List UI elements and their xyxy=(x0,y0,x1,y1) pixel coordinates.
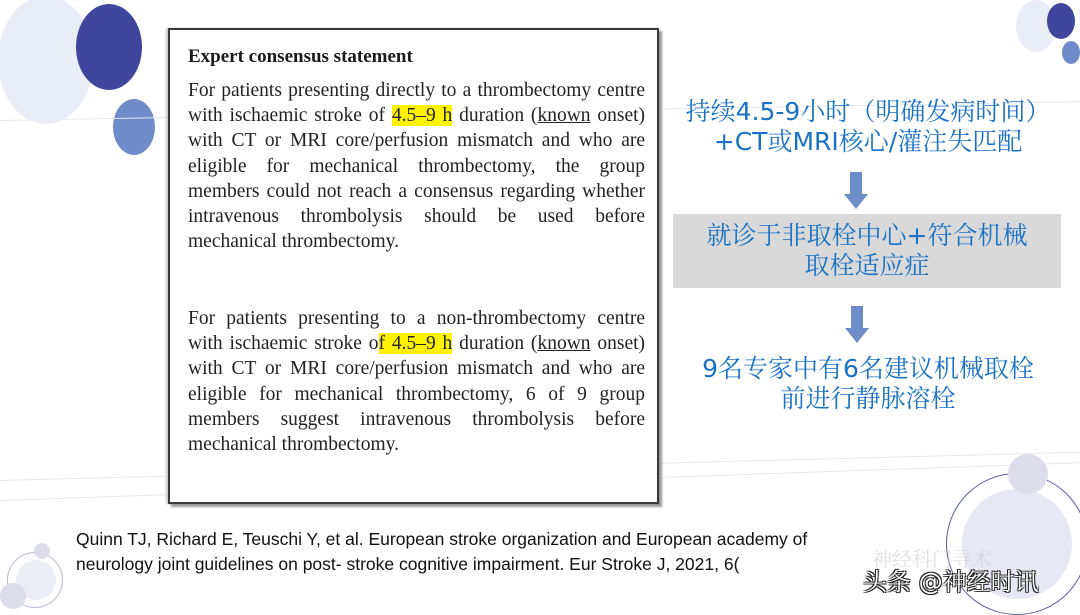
decor-circle-small-bottomleft xyxy=(34,543,50,559)
flow-step-2: 就诊于非取栓中心+符合机械 取栓适应症 xyxy=(706,221,1028,280)
decor-circle-small-bottomleft2 xyxy=(0,583,26,609)
consensus-title: Expert consensus statement xyxy=(188,46,413,67)
consensus-paragraph-2: For patients presenting to a non-thrombectomy centre with ischaemic stroke of 4.5–9 h duration (known onset) with CT or MRI core/perfusion mismatch and who are eligible for mechanical thrombectomy, 6 of 9 group members suggest intravenous thrombolysis before mechanical thrombectomy. xyxy=(188,308,646,456)
decor-circle-small-bottomright xyxy=(1008,454,1048,494)
citation: Quinn TJ, Richard E, Teuschi Y, et al. European stroke organization and European academy of neurology joint guidelines on post- stroke cognitive impairment. Eur Stroke J, 2021, 6( xyxy=(76,529,808,574)
highlight-duration: 4.5–9 h xyxy=(391,105,453,127)
decor-circle-dark-topright xyxy=(1047,3,1075,39)
highlight-duration: f 4.5–9 h xyxy=(378,333,453,355)
flow-step-3: 9名专家中有6名建议机械取栓 前进行静脉溶栓 xyxy=(702,354,1034,413)
underlined-known: known xyxy=(537,333,591,355)
down-arrow-icon xyxy=(845,306,869,344)
flow-step-1: 持续4.5-9小时（明确发病时间） +CT或MRI核心/灌注失匹配 xyxy=(685,97,1051,156)
underlined-known: known xyxy=(537,105,591,127)
decor-circle-mid-topright xyxy=(1062,41,1080,64)
watermark-main: 头条 @神经时讯 xyxy=(863,568,1039,596)
down-arrow-icon xyxy=(844,172,868,210)
consensus-paragraph-1: For patients presenting directly to a thrombectomy centre with ischaemic stroke of 4.5–9 h duration (known onset) with CT or MRI core/perfusion mismatch and who are eligible for mechanical thrombectomy, the group members could not reach a consensus regarding whether intravenous thrombolysis should be used before mechanical thrombectomy. xyxy=(188,80,646,253)
decor-circle-dark-topleft xyxy=(76,4,142,90)
watermark-faint: 神经科门寻术 xyxy=(872,547,992,571)
decor-circle-mid-topleft xyxy=(113,99,155,155)
